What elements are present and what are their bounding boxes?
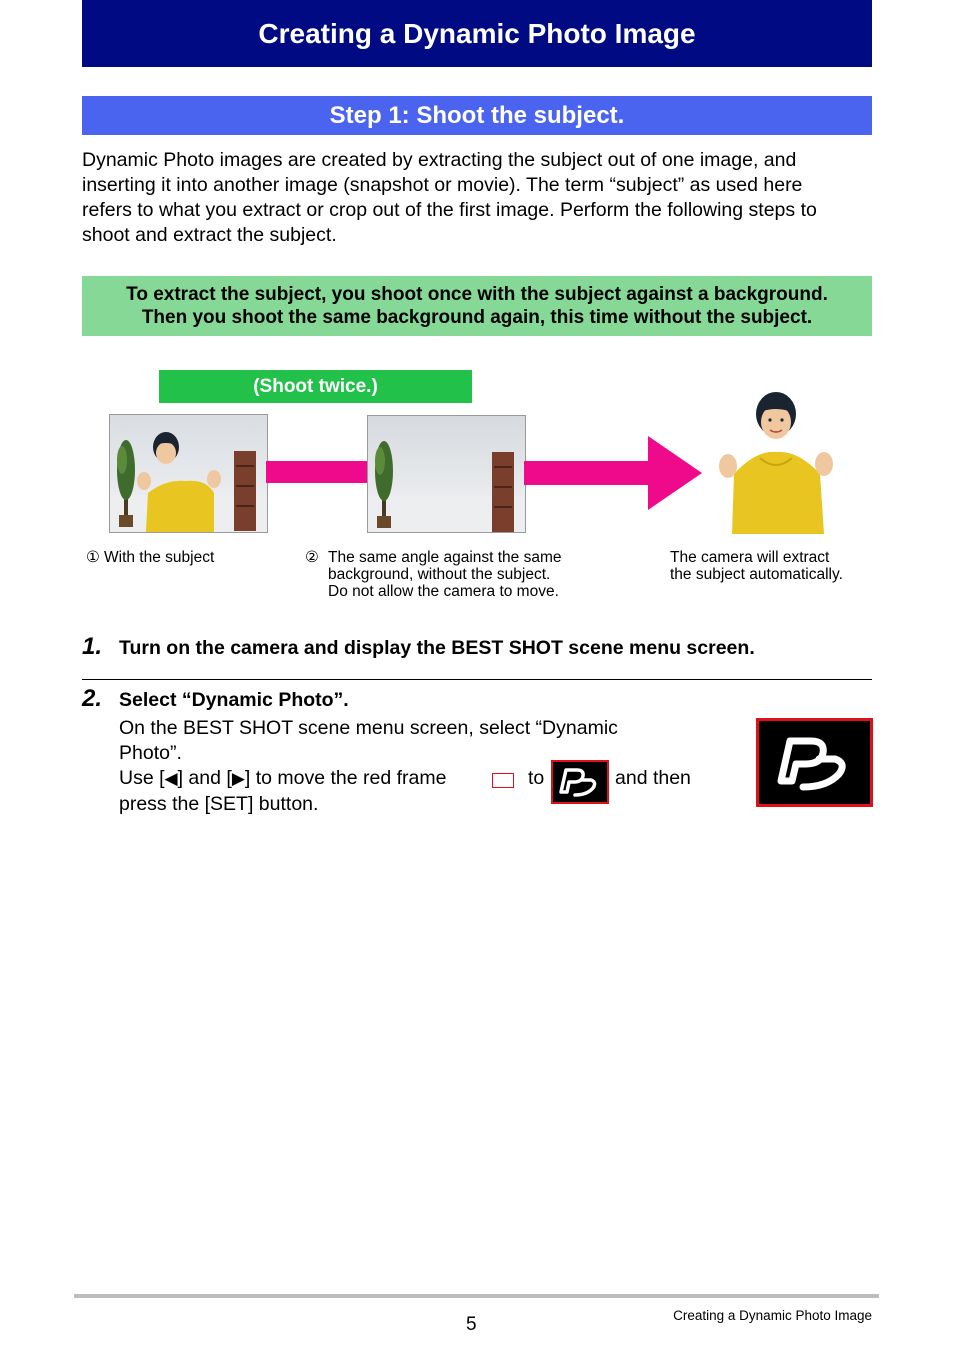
- step-number: 2.: [82, 685, 103, 712]
- photo-with-subject-illustration: [110, 415, 267, 532]
- note-box: [82, 276, 872, 336]
- caption-text: Do not allow the camera to move.: [328, 583, 559, 600]
- dynamic-photo-glyph: [553, 762, 607, 802]
- photo-with-subject: [109, 414, 268, 533]
- photo-background-only: [367, 415, 526, 533]
- dynamic-photo-icon: [551, 760, 609, 804]
- left-arrow-icon: ◀: [164, 769, 178, 788]
- note-line: Then you shoot the same background again, this time without the subject.: [141, 307, 813, 328]
- step-2-title: Select “Dynamic Photo”.: [119, 689, 349, 711]
- instruction-to: to: [528, 767, 545, 789]
- intro-line: inserting it into another image (snapshot or movie). The term “subject” as used here: [82, 174, 803, 196]
- right-arrow-icon: ▶: [231, 769, 245, 788]
- step-1-title: Turn on the camera and display the BEST SHOT scene menu screen.: [119, 637, 755, 659]
- page-number: 5: [466, 1314, 477, 1335]
- step-header: Step 1: Shoot the subject.: [82, 96, 872, 135]
- dynamic-photo-glyph-large: [759, 721, 870, 804]
- caption-with-subject: [86, 549, 214, 566]
- caption-background: [305, 549, 562, 600]
- caption-number: ①: [86, 549, 100, 566]
- caption-text: background, without the subject.: [328, 566, 551, 583]
- caption-text: The same angle against the same: [328, 549, 562, 566]
- instruction-text: ] and [: [177, 767, 232, 789]
- arrow-connector-shape: [266, 461, 367, 483]
- step-1: [82, 633, 102, 661]
- arrow-head-shape: [524, 436, 704, 510]
- dynamic-photo-icon-large: [756, 718, 873, 807]
- page-title: Creating a Dynamic Photo Image: [82, 0, 872, 67]
- caption-number: ②: [305, 549, 319, 566]
- intro-line: refers to what you extract or crop out of the first image. Perform the following steps to: [82, 199, 817, 221]
- step-2-instruction: [119, 766, 446, 791]
- step-2-body: [119, 716, 618, 766]
- extracted-subject-illustration: [712, 388, 836, 534]
- body-line: Photo”.: [119, 742, 182, 764]
- intro-paragraph: [82, 148, 874, 248]
- divider: [82, 679, 872, 680]
- note-line: To extract the subject, you shoot once with the subject against a background.: [126, 284, 828, 305]
- footer-section-title: Creating a Dynamic Photo Image: [673, 1308, 872, 1323]
- caption-extract: [670, 549, 843, 583]
- instruction-and-then: and then: [615, 767, 691, 789]
- caption-text: the subject automatically.: [670, 566, 843, 583]
- body-line: On the BEST SHOT scene menu screen, select “Dynamic: [119, 717, 618, 739]
- arrow-head: [524, 436, 704, 510]
- intro-line: shoot and extract the subject.: [82, 224, 337, 246]
- caption-text: With the subject: [104, 549, 215, 566]
- extracted-subject: [712, 388, 836, 534]
- instruction-text: ] to move the red frame: [244, 767, 447, 789]
- intro-line: Dynamic Photo images are created by extracting the subject out of one image, and: [82, 149, 797, 171]
- photo-background-illustration: [368, 416, 525, 532]
- footer-divider: [74, 1294, 879, 1298]
- instruction-last-line: press the [SET] button.: [119, 793, 319, 815]
- instruction-text: Use [: [119, 767, 165, 789]
- caption-text: The camera will extract: [670, 549, 830, 566]
- red-frame-icon: [492, 773, 514, 788]
- step-number: 1.: [82, 633, 103, 660]
- step-2: [82, 685, 102, 713]
- arrow-connector: [266, 461, 367, 483]
- shoot-twice-label: (Shoot twice.): [159, 370, 472, 403]
